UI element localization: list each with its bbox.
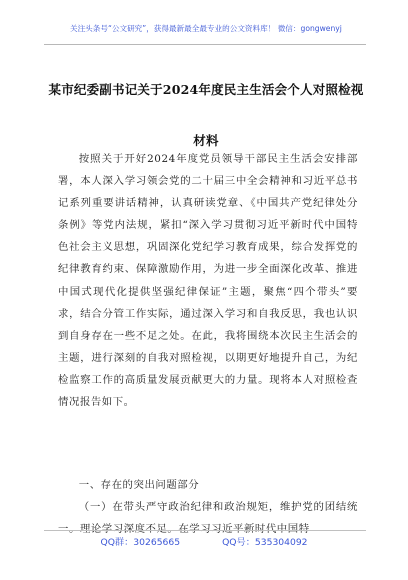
header-banner: 关注头条号“公文研究”，获得最新最全最专业的公文资料库！ 微信：gongwenyj [70, 24, 342, 33]
header-divider [44, 44, 366, 45]
footer [0, 537, 408, 549]
footer-divider [44, 530, 366, 531]
subsection-paragraph: （一）在带头严守政治纪律和政治规矩，维护党的团结统一。理论学习深度不足。在学习习近平新时代中国特 [58, 501, 358, 536]
footer-qq-group: QQ群：30265665 [100, 537, 181, 548]
document-body [58, 148, 358, 413]
section-heading: 一、存在的突出问题部分 [78, 479, 200, 491]
document-title: 某市纪委副书记关于2024年度民主生活会个人对照检视材料 [48, 82, 364, 148]
footer-qq-number: QQ号：535304092 [222, 537, 308, 548]
intro-paragraph: 按照关于开好2024年度党员领导干部民主生活会安排部署，本人深入学习领会党的二十届三中全会精神和习近平总书记系列重要讲话精神，认真研读党章、《中国共产党纪律处分条例》等党内法规，紧扣“深入学习贯彻习近平新时代中国特色社会主义思想，巩固深化党纪学习教育成果，综合发挥党的纪律教育约束、保障激励作用，为进一步全面深化改革、推进中国式现代化提供坚强纪律保证”主题，聚焦“四个带头”要求，结合分管工作实际，通过深入学习和自我反思，我也认识到自身存在一些不足之处。在此，我将围绕本次民主生活会的主题，进行深刻的自我对照检视，以期更好地提升自己，为纪检监察工作的高质量发展贡献更大的力量。现将本人对照检查情况报告如下。 [58, 153, 358, 409]
